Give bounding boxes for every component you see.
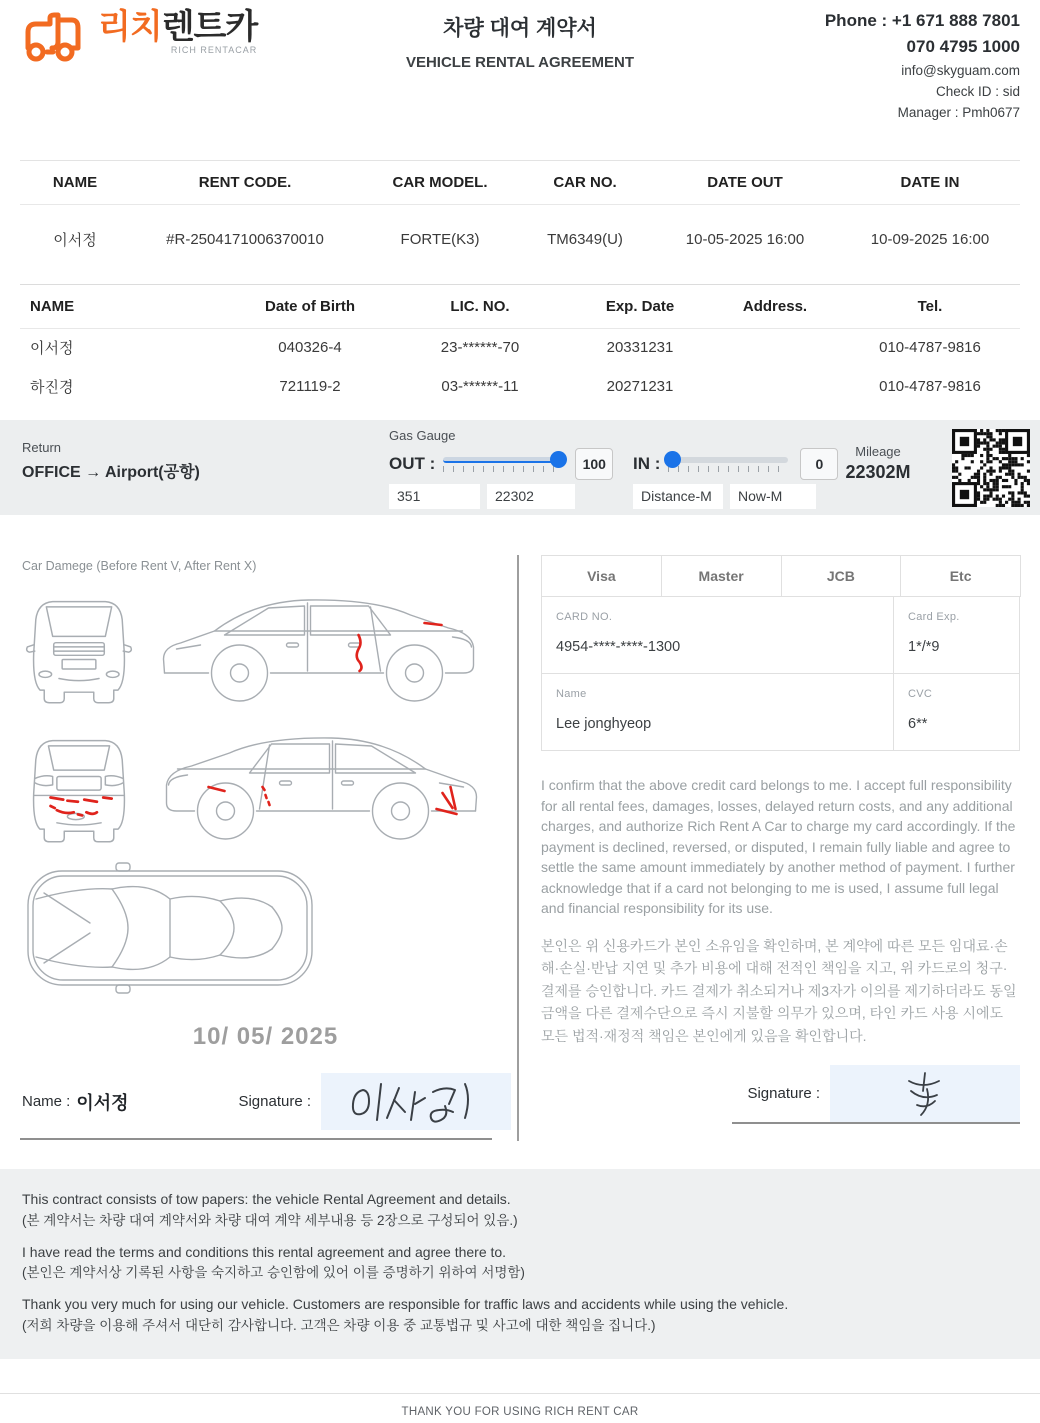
col-name: NAME bbox=[20, 285, 230, 329]
slider-ticks bbox=[443, 466, 563, 472]
col-car-model: CAR MODEL. bbox=[360, 161, 520, 205]
car-side-view-right bbox=[152, 721, 488, 853]
card-exp-label: Card Exp. bbox=[908, 611, 960, 623]
qr-code bbox=[952, 429, 1030, 507]
rent-code: #R-2504171006370010 bbox=[166, 231, 324, 248]
car-side-view-left bbox=[152, 583, 488, 715]
table-row bbox=[20, 205, 1020, 285]
slider-handle[interactable] bbox=[664, 451, 681, 468]
car-front-view bbox=[20, 590, 138, 708]
driver-name: 하진경 bbox=[30, 379, 74, 396]
table-row bbox=[20, 329, 1020, 369]
return-label: Return bbox=[22, 440, 62, 455]
driver-lic: 03-******-11 bbox=[441, 378, 519, 395]
phone-number-1: Phone : +1 671 888 7801 bbox=[824, 11, 1020, 30]
card-no-label: CARD NO. bbox=[556, 611, 613, 623]
confirmation-text-en: I confirm that the above credit card belongs to me. I accept full responsibility for all rental fees, damages, losses, delayed return costs, and any additional charges, and authorize Rich Rent A Car to charge my card accordingly. If the payment is declined, reversed, or disputed, I remain fully liable and agree to settle the same amount immediately by another method of payment. I further acknowledge that if a card not belonging to me is used, I assume full legal and financial responsibility for its use. bbox=[541, 777, 1016, 917]
col-dob: Date of Birth bbox=[230, 285, 390, 329]
renter-name-value: 이서정 bbox=[76, 1092, 129, 1113]
gas-in-slider[interactable] bbox=[668, 457, 788, 472]
gas-out-value[interactable]: 100 bbox=[575, 448, 613, 480]
confirmation-text-kr: 본인은 위 신용카드가 본인 소유임을 확인하며, 본 계약에 따른 모든 임대료·손해·손실·반납 지연 및 추가 비용에 대해 전적인 책임을 지고, 위 카드로의 청구·결제를 승인합니다. 카드 결제가 취소되거나 제3자가 이의를 제기하더라도 동일 금액을 다른 결제수단으로 즉시 지불할 의무가 있으며, 타인 카드 사용 시에도 모든 법적·재정적 책임은 본인에게 있음을 확인합니다. bbox=[541, 938, 1017, 1044]
gas-out-slider[interactable] bbox=[443, 457, 563, 472]
note-en: This contract consists of tow papers: the vehicle Rental Agreement and details. bbox=[22, 1191, 511, 1207]
driver-exp: 20271231 bbox=[606, 378, 674, 395]
contract-notes bbox=[0, 1169, 1040, 1359]
note-en: Thank you very much for using our vehicle. Customers are responsible for traffic laws and accidents while using the vehicle. bbox=[22, 1296, 789, 1313]
col-name: NAME bbox=[20, 161, 130, 205]
driver-tel: 010-4787-9816 bbox=[879, 378, 981, 395]
page-title-kr: 차량 대여 계약서 bbox=[443, 17, 597, 40]
slider-handle[interactable] bbox=[550, 451, 567, 468]
tab-jcb[interactable]: JCB bbox=[781, 555, 902, 597]
card-cvc-label: CVC bbox=[908, 688, 933, 700]
driver-lic: 23-******-70 bbox=[440, 339, 520, 356]
col-exp-date: Exp. Date bbox=[570, 285, 710, 329]
card-no-cell bbox=[542, 597, 893, 673]
signature-label: Signature : bbox=[747, 1085, 820, 1102]
cardholder-signature-icon bbox=[897, 1069, 953, 1119]
col-tel: Tel. bbox=[840, 285, 1020, 329]
col-date-out: DATE OUT bbox=[650, 161, 840, 205]
credit-card-section bbox=[519, 555, 1020, 1141]
agreement-date: 10/ 05/ 2025 bbox=[192, 1023, 339, 1050]
tab-visa[interactable]: Visa bbox=[541, 555, 662, 597]
email-address: info@skyguam.com bbox=[901, 62, 1020, 78]
card-cvc-cell bbox=[893, 673, 1019, 750]
date-in: 10-09-2025 16:00 bbox=[870, 231, 990, 248]
gas-gauge-label: Gas Gauge bbox=[389, 428, 456, 443]
signature-label: Signature : bbox=[238, 1093, 311, 1110]
driver-address bbox=[710, 329, 840, 369]
col-car-no: CAR NO. bbox=[520, 161, 650, 205]
driver-dob: 040326-4 bbox=[278, 339, 342, 356]
right-section-divider bbox=[732, 1122, 1020, 1124]
col-lic-no: LIC. NO. bbox=[390, 285, 570, 329]
now-m-input[interactable]: Now-M bbox=[730, 484, 816, 509]
slider-ticks bbox=[668, 466, 788, 472]
odometer-input[interactable]: 22302 bbox=[487, 484, 575, 509]
col-rent-code: RENT CODE. bbox=[130, 161, 360, 205]
renter-name: 이서정 bbox=[53, 232, 97, 249]
renter-signature-icon bbox=[341, 1078, 491, 1126]
car-rear-view bbox=[20, 728, 138, 846]
car-top-view bbox=[20, 859, 320, 997]
bottom-thank-you-note: THANK YOU FOR USING RICH RENT CAR bbox=[0, 1393, 1040, 1423]
gauge-status-bar bbox=[0, 420, 1040, 515]
page-title-en: VEHICLE RENTAL AGREEMENT bbox=[405, 54, 635, 71]
car-model: FORTE(K3) bbox=[400, 231, 480, 248]
mileage-label: Mileage bbox=[855, 444, 901, 459]
card-brand-tabs bbox=[541, 555, 1020, 597]
mileage-value: 22302M bbox=[845, 462, 911, 482]
table-header-row bbox=[20, 285, 1020, 329]
header bbox=[0, 0, 1040, 160]
phone-number-2: 070 4795 1000 bbox=[906, 37, 1020, 57]
card-detail-grid bbox=[541, 597, 1020, 751]
car-no: TM6349(U) bbox=[547, 231, 623, 248]
logo-wordmark: 리치렌트카 bbox=[98, 8, 258, 46]
card-name-cell bbox=[542, 673, 893, 750]
gas-in-value[interactable]: 0 bbox=[800, 448, 838, 480]
tab-etc[interactable]: Etc bbox=[900, 555, 1021, 597]
left-section-divider bbox=[20, 1138, 492, 1140]
card-name-label: Name bbox=[556, 688, 587, 700]
card-exp-cell bbox=[893, 597, 1019, 673]
name-label: Name : bbox=[22, 1093, 71, 1110]
driver-dob: 721119-2 bbox=[279, 378, 341, 395]
table-header-row bbox=[20, 161, 1020, 205]
cardholder-signature-box[interactable] bbox=[830, 1065, 1020, 1122]
check-id: Check ID : sid bbox=[935, 83, 1020, 99]
car-damage-title: Car Damege (Before Rent V, After Rent X) bbox=[22, 559, 257, 573]
table-row bbox=[20, 368, 1020, 407]
driver-exp: 20331231 bbox=[606, 339, 674, 356]
note-kr: (본 계약서는 차량 대여 계약서와 차량 대여 계약 세부내용 등 2장으로 구성되어 있음.) bbox=[22, 1212, 518, 1228]
distance-m-input[interactable]: Distance-M bbox=[633, 484, 723, 509]
driver-tel: 010-4787-9816 bbox=[879, 339, 981, 356]
note-en: I have read the terms and conditions this rental agreement and agree there to. bbox=[22, 1243, 507, 1260]
note-kr: (저희 차량을 이용해 주셔서 대단히 감사합니다. 고객은 차량 이용 중 교통법규 및 사고에 대한 책임을 집니다.) bbox=[22, 1317, 656, 1333]
card-cvc-value: 6** bbox=[908, 716, 928, 732]
return-route: OFFICE → Airport(공항) bbox=[22, 464, 200, 481]
gauge-in-label: IN : bbox=[633, 454, 661, 473]
driver-address bbox=[710, 368, 840, 407]
rental-info-table bbox=[20, 160, 1020, 284]
distance-input[interactable]: 351 bbox=[389, 484, 480, 509]
card-name-value: Lee jonghyeop bbox=[556, 716, 652, 732]
col-address: Address. bbox=[710, 285, 840, 329]
card-exp-value: 1*/*9 bbox=[908, 639, 940, 655]
renter-signature-box[interactable] bbox=[321, 1073, 511, 1130]
col-date-in: DATE IN bbox=[840, 161, 1020, 205]
car-damage-section bbox=[20, 555, 517, 1141]
note-kr: (본인은 계약서상 기록된 사항을 숙지하고 승인함에 있어 이를 증명하기 위하여 서명함) bbox=[22, 1265, 525, 1281]
card-no-value: 4954-****-****-1300 bbox=[556, 639, 681, 655]
tab-master[interactable]: Master bbox=[661, 555, 782, 597]
date-out: 10-05-2025 16:00 bbox=[685, 231, 805, 248]
contact-info bbox=[825, 8, 1020, 123]
logo-subtitle: RICH RENTACAR bbox=[170, 45, 258, 55]
gauge-out-label: OUT : bbox=[389, 454, 436, 473]
driver-info-table bbox=[20, 284, 1020, 407]
manager-id: Manager : Pmh0677 bbox=[897, 104, 1020, 120]
driver-name: 이서정 bbox=[30, 340, 74, 357]
